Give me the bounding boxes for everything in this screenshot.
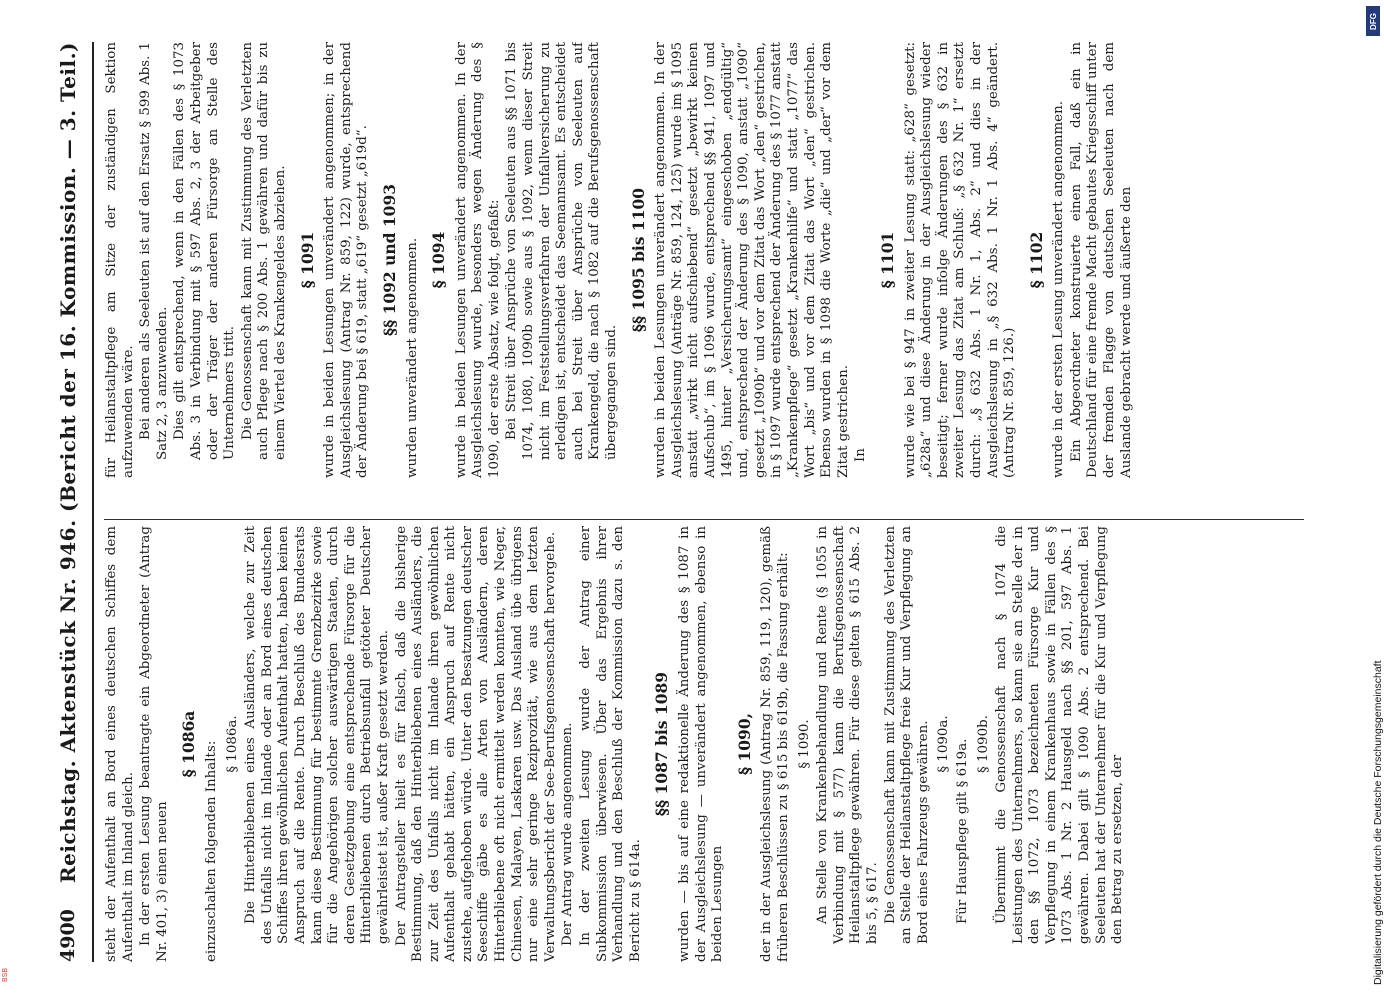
running-title: Reichstag. Aktenstück Nr. 946. (Bericht der 16. Kommission. — 3. Teil.) [56,42,80,884]
section-heading: § 1090, [734,712,754,776]
right-text-column [104,42,1309,478]
paragraph-number: § 1090b. [975,715,991,773]
body-paragraph: wurde in der ersten Lesung unverändert angenommen. [1051,101,1067,478]
quoted-provision: Dies gilt entsprechend, wenn in den Fällen des § 1073 Abs. 3 in Verbindung mit § 597 Abs. 2, 3 der Arbeitgeber oder der Träger der anderen Fürsorge an Stelle des Unternehmers tritt. [172,42,238,460]
section-heading: § 1091 [297,231,317,289]
left-text-column [104,526,1309,962]
body-paragraph: steht der Aufenthalt an Bord eines deutschen Schiffes dem Aufenthalt im Inland gleich. [104,526,136,962]
page-number: 4900 [57,909,79,962]
header-rule [92,42,94,962]
section-heading: §§ 1095 bis 1100 [628,187,648,333]
body-paragraph: In der ersten Lesung beantragte ein Abgeordneter (Antrag Nr. 401, 3) einen neuen [138,526,170,962]
bsb-mark: BSB [2,967,9,982]
quoted-provision: Bei Streit über Ansprüche von Seeleuten aus §§ 1071 bis 1074, 1080, 1090b sowie aus § 1092, wenn dieser Streit nicht im Feststellungsverfahren der Unfallversicherung zu erledigen ist, entscheidet das Seemannsamt. Es entscheidet auch bei Streit über Ansprüche von Seeleuten auf Krankengeld, die nach § 1082 auf die Berufsgenossenschaft übergegangen sind. [504,42,620,460]
paragraph-number: § 1090. [796,719,812,769]
section-heading: §§ 1092 und 1093 [379,183,399,337]
body-paragraph: wurden — bis auf eine redaktionelle Änderung des § 1087 in der Ausgleichslesung — unverändert angenommen, ebenso in beiden Lesungen [677,526,726,962]
quoted-provision: An Stelle von Krankenbehandlung und Rente (§ 1055 in Verbindung mit § 577) kann die Berufsgenossenschaft Heilanstaltpflege gewähren. Für diese gelten § 615 Abs. 2 bis 5, § 617. [815,526,880,944]
body-paragraph: wurden unverändert angenommen. [404,237,420,478]
quoted-provision: Übernimmt die Genossenschaft nach § 1074 die Leistungen des Unternehmers, so kann sie an Stelle der in den §§ 1072, 1073 bezeichneten Fürsorge Kur und Verpflegung in einem Krankenhaus sowie in Fällen des § 1073 Abs. 1 Nr. 2 Hausgeld nach §§ 201, 597 Abs. 1 gewähren. Dabei gilt § 1090 Abs. 2 entsprechend. Bei Seeleuten hat der Unternehmer für die Kur und Verpflegung den Betrag zu ersetzen, der [994,526,1126,944]
section-heading: § 1086a [179,710,199,778]
quoted-provision: Die Genossenschaft kann mit Zustimmung des Verletzten an Stelle der Heilanstaltpflege freie Kur und Verpflegung an Bord eines Fahrzeugs gewähren. [882,526,931,944]
paragraph-number: § 1086a. [224,715,240,773]
quoted-provision: Für Hauspflege gilt § 619a. [954,738,970,924]
body-paragraph: wurden in beiden Lesungen unverändert angenommen. In der Ausgleichslesung (Anträge Nr. 859, 124, 125) wurde im § 1095 anstatt „wirkt nicht aufschiebend“ gesetzt „bewirkt keinen Aufschub“, im § 1096 wurde, entsprechend §§ 941, 1097 und 1495, hinter „Versicherungsamt“ eingeschoben „endgültig“ und, entsprechend der Änderung des § 1090, anstatt „1090“ gesetzt „1090b“ und vor dem Zitat das Wort „den“ gestrichen, in § 1097 wurde entsprechend der Änderung des § 1077 anstatt „Krankenpflege“ gesetzt „Krankenhilfe“ und statt „1077“ das Wort „bis“ und vor dem Zitat das Wort „den“ gestrichen. Ebenso wurden in § 1098 die Worte „die“ und „der“ vor dem Zitat gestrichen. [653,42,851,478]
quoted-provision: Bei anderen als Seeleuten ist auf den Ersatz § 599 Abs. 1 Satz 2, 3 anzuwenden. [138,42,170,460]
section-heading: § 1094 [429,231,449,289]
section-heading: § 1101 [877,231,897,289]
body-paragraph: der in der Ausgleichslesung (Antrag Nr. 859, 119, 120), gemäß früheren Beschlüssen zu § 615 bis 619b, die Fassung erhält: [759,526,791,962]
body-paragraph: Ein Abgeordneter konstruierte einen Fall, daß ein in Deutschland für eine fremde Macht gebautes Kriegsschiff unter der fremden Flagge von deutschen Seeleuten nach dem Auslande gebracht werde und äußerte den [1068,42,1134,478]
body-paragraph: Der Antrag wurde angenommen. [560,722,576,946]
body-paragraph: wurde in beiden Lesungen unverändert angenommen. In der Ausgleichslesung wurde, besonders wegen Änderung des § 1090, der erste Absatz, wie folgt, gefaßt: [453,42,502,478]
body-paragraph: Der Antragsteller hielt es für falsch, daß die bisherige Bestimmung, daß den Hinterbliebenen eines Ausländers, die zur Zeit des Unfalls nicht im Inlande ihren gewöhnlichen Aufenthalt gehabt hätten, ein Anspruch auf Rente nicht zustehe, aufgehoben würde. Unter den Besatzungen deutscher Seeschiffe gäbe es alle Arten von Ausländern, deren Hinterbliebene oft nicht ermittelt werden konnten, wie Neger, Chinesen, Malayen, Laskaren usw. Das Ausland übe übrigens nur eine sehr geringe Reziprozität, wie aus dem letzten Verwaltungsbericht der See-Berufsgenossenschaft hervorgehe. [393,526,558,962]
page-header [48,42,88,962]
body-paragraph: einzuschalten folgenden Inhalts: [203,740,219,962]
body-paragraph: In [853,448,869,462]
digitization-credit: Digitalisierung gefördert durch die Deutsche Forschungsgemeinschaft [1372,660,1384,985]
paragraph-number: § 1090a. [936,715,952,773]
body-paragraph: In der zweiten Lesung wurde der Antrag einer Subkommission überwiesen. Über das Ergebnis ihrer Verhandlung und den Beschluß der Kommission dazu s. den Bericht zu § 614a. [578,526,643,962]
body-paragraph: für Heilanstaltpflege am Sitze der zuständigen Sektion aufzuwenden wäre. [104,42,136,478]
quoted-provision: Die Genossenschaft kann mit Zustimmung des Verletzten auch Pflege nach § 200 Abs. 1 gewähren und dafür bis zu einem Viertel des Krankengeldes abziehen. [239,42,288,460]
quoted-provision: Die Hinterbliebenen eines Ausländers, welche zur Zeit des Unfalls nicht im Inlande oder an Bord eines deutschen Schiffes ihren gewöhnlichen Aufenthalt hatten, haben keinen Anspruch auf die Rente. Durch Beschluß des Bundesrats kann diese Bestimmung für bestimmte Grenzbezirke sowie für die Angehörigen solcher auswärtigen Staaten, durch deren Gesetzgebung eine entsprechende Fürsorge für die Hinterbliebenen durch Betriebsunfall getöteter Deutscher gewährleistet ist, außer Kraft gesetzt werden. [243,526,391,944]
dfg-logo: DFG [1366,6,1380,36]
column-divider [104,519,1304,520]
body-paragraph: wurde in beiden Lesungen unverändert angenommen; in der Ausgleichslesung (Antrag Nr. 859, 122) wurde, entsprechend der Änderung bei § 619, statt „619“ gesetzt „619d“. [322,42,371,478]
body-paragraph: wurde wie bei § 947 in zweiter Lesung statt: „628“ gesetzt: „628a“ und diese Änderung in der Ausgleichslesung wieder beseitigt; ferner wurde infolge Änderungen des § 632 in zweiter Lesung das Zitat am Schluß: „§ 632 Nr. 1“ ersetzt durch: „§ 632 Abs. 1 Nr. 1, Abs. 2“ und dies in der Ausgleichslesung in „§ 632 Abs. 1 Nr. 1 Abs. 4“ geändert. (Antrag Nr. 859, 126.) [902,42,1018,478]
section-heading: §§ 1087 bis 1089 [652,671,672,817]
section-heading: § 1102 [1026,231,1046,289]
